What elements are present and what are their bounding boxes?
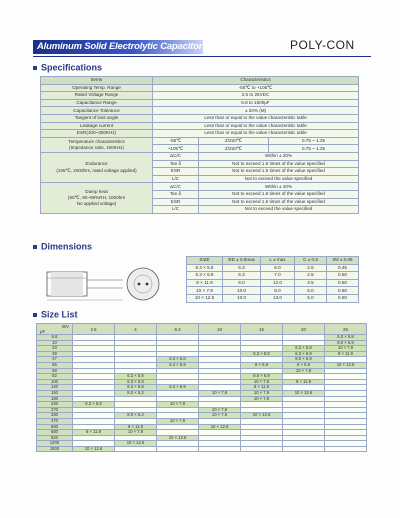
- size-cell: [157, 446, 199, 452]
- size-capacitance: 100: [37, 379, 73, 385]
- bullet-icon: [33, 313, 37, 317]
- size-capacitance: 820: [37, 435, 73, 441]
- dims-cell: 0.50: [327, 279, 359, 287]
- size-cell: 10 × 7.9: [199, 390, 241, 396]
- size-capacitance: 82: [37, 374, 73, 380]
- size-capacitance: 33: [37, 346, 73, 352]
- size-cell: 6.3 × 5.8: [157, 357, 199, 363]
- header-divider: [33, 56, 371, 57]
- spec-temp-ratio: Z/Z20℃: [199, 145, 269, 153]
- size-cell: 8.0 × 5.3: [115, 413, 157, 419]
- title-banner: [33, 40, 208, 54]
- spec-item: ESR(100~300KHz): [41, 130, 153, 138]
- damp-heat-key: L/C: [153, 206, 199, 214]
- damp-heat-value: Within ± 20%: [199, 183, 359, 191]
- size-cell: 10 × 12.6: [325, 362, 367, 368]
- size-cell: 6.3 × 6.9: [157, 385, 199, 391]
- spec-row: [41, 99, 359, 107]
- size-cell: 6.3 × 5.8: [283, 346, 325, 352]
- dims-cell: 0.45: [327, 264, 359, 272]
- dims-cell: 0.60: [327, 294, 359, 302]
- size-cell: 10 × 7.9: [241, 379, 283, 385]
- size-cell: [325, 446, 367, 452]
- dims-cell: 10 × 12.6: [187, 294, 223, 302]
- size-cell: [241, 446, 283, 452]
- spec-value: Less than or equal to the value characteristic table: [153, 122, 359, 130]
- dims-header-cell: C ± 0.5: [295, 257, 327, 265]
- dims-cell: 0.50: [327, 272, 359, 280]
- dims-row: [187, 294, 359, 302]
- dims-cell: 6.3: [223, 264, 261, 272]
- size-cell: 6.3 × 5.8: [115, 379, 157, 385]
- spec-item: Rated Voltage Range: [41, 92, 153, 100]
- section-heading-size-list: Size List: [33, 309, 78, 320]
- size-cell: 8 × 11.9: [115, 424, 157, 430]
- size-cell: 10 × 7.9: [157, 402, 199, 408]
- size-cell: 8.0 × 6.9: [325, 340, 367, 346]
- dims-cell: 12.0: [261, 279, 295, 287]
- size-cell: 10 × 7.9: [115, 430, 157, 436]
- damp-heat-key: ΔC/C: [153, 183, 199, 191]
- spec-row: [41, 84, 359, 92]
- dims-cell: 0.60: [327, 287, 359, 295]
- dims-cell: 10.0: [223, 294, 261, 302]
- spec-temp-range: 0.75 ~ 1.25: [269, 145, 359, 153]
- size-capacitance: 120: [37, 385, 73, 391]
- size-row: [37, 446, 367, 452]
- size-capacitance: 39: [37, 351, 73, 357]
- size-cell: 10 × 7.9: [325, 346, 367, 352]
- size-capacitance: 47: [37, 357, 73, 363]
- size-cell: 6.3 × 6.9: [157, 362, 199, 368]
- damp-heat-row: [41, 183, 359, 191]
- spec-row: [41, 107, 359, 115]
- spec-col-items: Items: [41, 77, 153, 85]
- spec-value: 2.5 to 25VDC: [153, 92, 359, 100]
- spec-temp-row: [41, 137, 359, 145]
- endurance-value: Not to exceed the value specified: [199, 175, 359, 183]
- spec-col-characteristics: Characteristics: [153, 77, 359, 85]
- spec-row: [41, 122, 359, 130]
- brand-name: POLY-CON: [290, 38, 355, 52]
- dims-cell: 10.0: [223, 287, 261, 295]
- size-cell: 8 × 6.9: [283, 362, 325, 368]
- spec-row: [41, 114, 359, 122]
- size-cell: 8.0 × 5.3: [115, 390, 157, 396]
- damp-heat-value: Not to exceed 1.5 times of the value specified: [199, 190, 359, 198]
- spec-temp-value: -55℃: [153, 137, 199, 145]
- size-capacitance: 1500: [37, 446, 73, 452]
- spec-temp-value: +105℃: [153, 145, 199, 153]
- size-voltage-header: 6.3: [157, 324, 199, 335]
- dims-row: [187, 264, 359, 272]
- size-cell: 10 × 7.9: [241, 396, 283, 402]
- size-cell: 8 × 6.9: [241, 362, 283, 368]
- damp-heat-label: Damp heat (60℃, 90~95%RH, 1000hrs No applied voltage): [41, 183, 153, 213]
- endurance-key: ΔC/C: [153, 152, 199, 160]
- spec-row: [41, 130, 359, 138]
- spec-value: ± 20% (M): [153, 107, 359, 115]
- section-heading-specifications: Specifications: [33, 62, 102, 73]
- spec-temp-label: Temperature characteristics (Impedance ratio, 100KHz): [41, 137, 153, 152]
- dims-cell: 6.3: [223, 272, 261, 280]
- size-capacitance: 270: [37, 407, 73, 413]
- damp-heat-key: ESR: [153, 198, 199, 206]
- dimensions-table: [186, 256, 359, 303]
- size-voltage-header: 4: [115, 324, 157, 335]
- endurance-value: Not to exceed 1.5 times of the value specified: [199, 160, 359, 168]
- endurance-value: Within ± 20%: [199, 152, 359, 160]
- size-voltage-header: 2.5: [73, 324, 115, 335]
- page-title: Aluminum Solid Electrolytic Capacitors: [37, 41, 208, 52]
- spec-item: Tangent of loss angle: [41, 114, 153, 122]
- spec-value: 6.8 to 1500μF: [153, 99, 359, 107]
- size-voltage-header: 20: [283, 324, 325, 335]
- size-capacitance: 10: [37, 340, 73, 346]
- size-cell: 10 × 12.6: [241, 413, 283, 419]
- size-capacitance: 6.8: [37, 335, 73, 341]
- dims-cell: 5.0: [295, 287, 327, 295]
- spec-value: Less than or equal to the value characteristic table: [153, 114, 359, 122]
- size-capacitance: 220: [37, 402, 73, 408]
- spec-item: Capacitance Range: [41, 99, 153, 107]
- size-cell: [115, 446, 157, 452]
- size-cell: 6.3 × 5.8: [325, 335, 367, 341]
- dims-cell: 6.0: [261, 264, 295, 272]
- endurance-row: [41, 152, 359, 160]
- size-cell: 10 × 12.6: [283, 390, 325, 396]
- size-cell: 8 × 11.9: [241, 385, 283, 391]
- size-cell: 10 × 7.9: [241, 390, 283, 396]
- size-cell: 8.0 × 6.9: [241, 374, 283, 380]
- spec-temp-ratio: Z/Z20℃: [199, 137, 269, 145]
- size-cell: 6.3 × 6.9: [283, 351, 325, 357]
- size-cell: 10 × 12.6: [199, 424, 241, 430]
- endurance-key: Tan δ: [153, 160, 199, 168]
- damp-heat-key: Tan δ: [153, 190, 199, 198]
- spec-value: Less than or equal to the value characteristic table: [153, 130, 359, 138]
- size-capacitance: 330: [37, 413, 73, 419]
- endurance-value: Not to exceed 1.5 times of the value specified: [199, 168, 359, 176]
- dims-header-cell: Φd ± 0.05: [327, 257, 359, 265]
- size-voltage-header: 25: [325, 324, 367, 335]
- size-voltage-header: 10: [199, 324, 241, 335]
- size-cell: 10 × 12.6: [115, 441, 157, 447]
- size-cell: 8.0 × 6.9: [283, 357, 325, 363]
- dims-cell: 8.0: [223, 279, 261, 287]
- dims-cell: 2.5: [295, 272, 327, 280]
- dims-cell: 8 × 11.9: [187, 279, 223, 287]
- size-cell: 10 × 7.9: [283, 368, 325, 374]
- size-cell: 6.3 × 5.8: [241, 351, 283, 357]
- dims-header-cell: ΦD ± 0.5max: [223, 257, 261, 265]
- size-cell: 8 × 11.9: [73, 430, 115, 436]
- capacitor-drawing: [45, 258, 165, 310]
- bullet-icon: [33, 66, 37, 70]
- dims-cell: 7.0: [261, 272, 295, 280]
- endurance-key: ESR: [153, 168, 199, 176]
- size-cell: 10 × 12.6: [73, 446, 115, 452]
- bullet-icon: [33, 245, 37, 249]
- size-cell: 6.3 × 5.8: [115, 385, 157, 391]
- dims-cell: 5.0: [295, 294, 327, 302]
- dims-row: [187, 279, 359, 287]
- spec-header-row: [41, 77, 359, 85]
- spec-item: Capacitance Tolerance: [41, 107, 153, 115]
- size-cell: 6.3 × 5.8: [115, 374, 157, 380]
- size-voltage-header: 16: [241, 324, 283, 335]
- size-cell: 8 × 11.9: [283, 379, 325, 385]
- dims-cell: 6.3 × 5.8: [187, 264, 223, 272]
- dims-cell: 10 × 7.9: [187, 287, 223, 295]
- size-cell: [199, 446, 241, 452]
- spec-item: Operating Temp. Range: [41, 84, 153, 92]
- size-capacitance: 56: [37, 362, 73, 368]
- spec-value: -55℃ to +105℃: [153, 84, 359, 92]
- size-capacitance: 680: [37, 430, 73, 436]
- endurance-key: L/C: [153, 175, 199, 183]
- dims-row: [187, 272, 359, 280]
- spec-row: [41, 92, 359, 100]
- size-cell: 10 × 12.6: [157, 435, 199, 441]
- size-header-row: [37, 324, 367, 335]
- size-cell: 10 × 7.9: [199, 413, 241, 419]
- spec-temp-range: 0.75 ~ 1.25: [269, 137, 359, 145]
- specifications-table: [40, 76, 359, 214]
- size-corner: [37, 324, 73, 335]
- corner-wv-label: WV: [61, 324, 69, 329]
- size-capacitance: 560: [37, 424, 73, 430]
- damp-heat-value: Not to exceed 1.5 times of the value specified: [199, 198, 359, 206]
- size-cell: 10 × 7.9: [157, 418, 199, 424]
- dims-cell: 13.0: [261, 294, 295, 302]
- corner-uf-label: μF: [40, 329, 46, 334]
- size-cell: 6.3 × 5.8: [73, 402, 115, 408]
- size-cell: 10 × 7.9: [199, 407, 241, 413]
- size-capacitance: 470: [37, 418, 73, 424]
- size-capacitance: 180: [37, 396, 73, 402]
- size-cell: 8 × 11.9: [325, 351, 367, 357]
- endurance-label: Endurance (105℃, 2000hrs, rated voltage applied): [41, 152, 153, 182]
- damp-heat-value: Not to exceed the value specified: [199, 206, 359, 214]
- dims-row: [187, 287, 359, 295]
- dims-header-cell: L ± max: [261, 257, 295, 265]
- size-capacitance: 1200: [37, 441, 73, 447]
- section-heading-dimensions: Dimensions: [33, 241, 92, 252]
- dims-header-cell: SIZE: [187, 257, 223, 265]
- dims-cell: 2.5: [295, 264, 327, 272]
- spec-item: Leakage current: [41, 122, 153, 130]
- dims-cell: 8.0: [261, 287, 295, 295]
- dims-header-row: [187, 257, 359, 265]
- size-list-table: [36, 323, 367, 452]
- size-capacitance: 150: [37, 390, 73, 396]
- size-cell: [283, 446, 325, 452]
- dims-cell: 6.3 × 6.9: [187, 272, 223, 280]
- dims-cell: 3.5: [295, 279, 327, 287]
- size-capacitance: 68: [37, 368, 73, 374]
